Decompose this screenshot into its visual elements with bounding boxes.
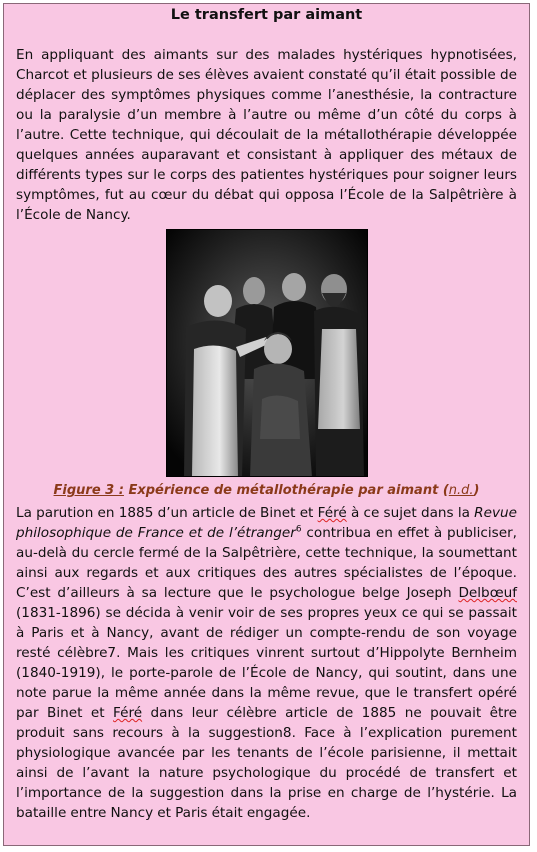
figure-caption: Figure 3 : Expérience de métallothérapie par aimant (n.d.) xyxy=(53,483,480,498)
section-title: Le transfert par aimant xyxy=(170,7,363,23)
text-run: à ce sujet dans la xyxy=(346,505,475,521)
journal-title: Revue philosophique de France et de l’étranger xyxy=(16,505,518,541)
text-run: contribua en effet à publiciser, au-delà du cercle fermé de la Salpêtrière, cette technique, la soumettant ainsi aux regards et aux critiques des autres spécialistes de l’époque. C’est d’ailleurs à sa lecture que le psychologue belge Joseph xyxy=(16,525,517,601)
paragraph-main xyxy=(16,503,517,823)
figure-container xyxy=(16,229,517,477)
footnote-ref[interactable]: 6 xyxy=(295,524,302,535)
figure-date: n.d. xyxy=(448,483,474,498)
metallotherapy-photo xyxy=(166,229,368,477)
text-run: dans leur célèbre article de 1885 ne pouvait être produit sans recours à la suggestion8. Face à l’explication purement physiologique avancée par les tenants de l’école parisienne, il mettait ainsi de l’avant la nature psychologique du procédé de transfert et l’importance de la suggestion dans la prise en charge de l’hystérie. La bataille entre Nancy et Paris était engagée. xyxy=(16,705,517,821)
spellcheck-word: Féré xyxy=(317,505,347,521)
spellcheck-word: Delbœuf xyxy=(458,585,517,601)
document-panel xyxy=(3,3,530,846)
paragraph-intro: En appliquant des aimants sur des malades hystériques hypnotisées, Charcot et plusieurs de ses élèves avaient constaté qu’il était possible de déplacer des symptômes physiques comme l’anesthésie, la contracture ou la paralysie d’un membre à l’autre ou même d’un côté du corps à l’autre. Cette technique, qui découlait de la métallothérapie développée quelques années auparavant et consistant à appliquer des métaux de différents types sur le corps des patientes hystériques pour soigner leurs symptômes, fut au cœur du débat qui opposa l’École de la Salpêtrière à l’École de Nancy. xyxy=(16,47,517,223)
spellcheck-word: Féré xyxy=(113,705,143,721)
text-run: (1831-1896) se décida à venir voir de ses propres yeux ce qui se passait à Paris et à Nancy, avant de rédiger un compte-rendu de son voyage resté célèbre7. Mais les critiques vinrent surtout d’Hippolyte Bernheim (1840-1919), le porte-parole de l’École de Nancy, qui soutint, dans une note parue la même année dans la même revue, que le transfert opéré par Binet et xyxy=(16,605,517,721)
text-run: La parution en 1885 d’un article de Binet et xyxy=(16,505,318,521)
figure-label: Figure 3 : xyxy=(53,483,124,498)
figure-text: Expérience de métallothérapie par aimant xyxy=(123,483,443,498)
